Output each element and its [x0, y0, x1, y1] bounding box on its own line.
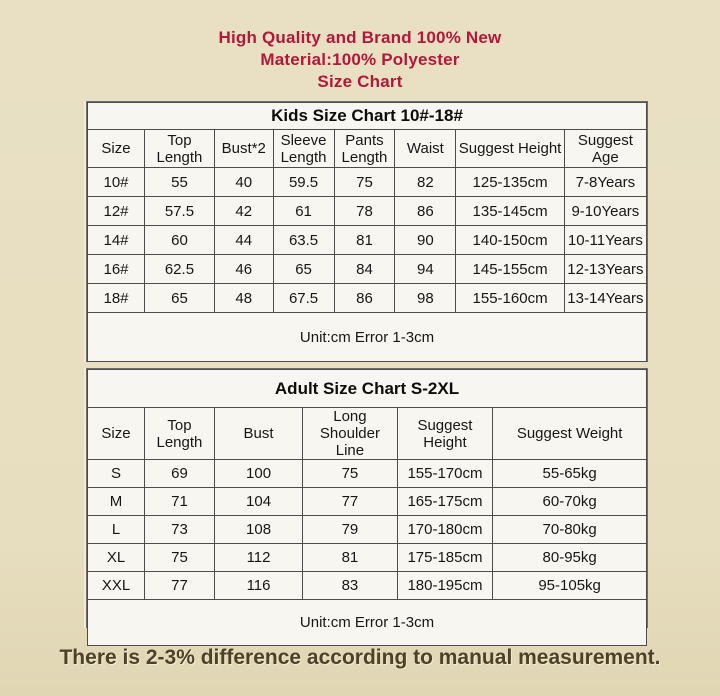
value-cell: 175-185cm	[397, 544, 493, 572]
kids-table-row-10	[88, 168, 647, 197]
value-cell: 60	[145, 226, 215, 255]
size-cell: S	[88, 460, 145, 488]
value-cell: 75	[145, 544, 215, 572]
value-cell: 86	[395, 197, 456, 226]
value-cell: 71	[145, 488, 215, 516]
value-cell: 108	[214, 516, 302, 544]
adult-table-header-row	[88, 408, 647, 460]
value-cell: 94	[395, 255, 456, 284]
col-header-suggest-height: Suggest Height	[397, 408, 493, 460]
value-cell: 57.5	[145, 197, 215, 226]
value-cell: 79	[303, 516, 397, 544]
size-cell: 18#	[88, 284, 145, 313]
kids-table-footer-row	[88, 313, 647, 362]
value-cell: 100	[214, 460, 302, 488]
value-cell: 135-145cm	[456, 197, 564, 226]
adult-unit-note: Unit:cm Error 1-3cm	[88, 600, 647, 646]
value-cell: 83	[303, 572, 397, 600]
adult-size-table	[86, 368, 648, 631]
kids-table-header-row	[88, 130, 647, 168]
value-cell: 55	[145, 168, 215, 197]
kids-table-row-18	[88, 284, 647, 313]
value-cell: 155-170cm	[397, 460, 493, 488]
value-cell: 62.5	[145, 255, 215, 284]
value-cell: 73	[145, 516, 215, 544]
value-cell: 116	[214, 572, 302, 600]
value-cell: 112	[214, 544, 302, 572]
size-cell: XL	[88, 544, 145, 572]
value-cell: 65	[145, 284, 215, 313]
value-cell: 75	[303, 460, 397, 488]
value-cell: 55-65kg	[493, 460, 647, 488]
kids-table-row-14	[88, 226, 647, 255]
value-cell: 40	[214, 168, 273, 197]
value-cell: 10-11Years	[564, 226, 646, 255]
value-cell: 9-10Years	[564, 197, 646, 226]
col-header-top-length: Top Length	[145, 408, 215, 460]
col-header-suggest-weight: Suggest Weight	[493, 408, 647, 460]
value-cell: 81	[303, 544, 397, 572]
value-cell: 44	[214, 226, 273, 255]
col-header-size: Size	[88, 130, 145, 168]
adult-table-footer-row	[88, 600, 647, 646]
kids-size-table	[86, 101, 648, 362]
value-cell: 84	[334, 255, 395, 284]
adult-table-row-l	[88, 516, 647, 544]
value-cell: 180-195cm	[397, 572, 493, 600]
size-cell: 14#	[88, 226, 145, 255]
value-cell: 80-95kg	[493, 544, 647, 572]
value-cell: 42	[214, 197, 273, 226]
col-header-long-shoulder-line: Long Shoulder Line	[303, 408, 397, 460]
size-cell: 12#	[88, 197, 145, 226]
value-cell: 67.5	[273, 284, 334, 313]
value-cell: 155-160cm	[456, 284, 564, 313]
col-header-suggest-height: Suggest Height	[456, 130, 564, 168]
value-cell: 77	[145, 572, 215, 600]
value-cell: 98	[395, 284, 456, 313]
value-cell: 61	[273, 197, 334, 226]
size-cell: XXL	[88, 572, 145, 600]
value-cell: 90	[395, 226, 456, 255]
col-header-suggest-age: Suggest Age	[564, 130, 646, 168]
value-cell: 60-70kg	[493, 488, 647, 516]
adult-table-title-row	[88, 370, 647, 408]
value-cell: 7-8Years	[564, 168, 646, 197]
col-header-top-length: Top Length	[145, 130, 215, 168]
value-cell: 59.5	[273, 168, 334, 197]
value-cell: 145-155cm	[456, 255, 564, 284]
col-header-pants-length: Pants Length	[334, 130, 395, 168]
adult-table-row-xl	[88, 544, 647, 572]
size-cell: 10#	[88, 168, 145, 197]
col-header-sleeve-length: Sleeve Length	[273, 130, 334, 168]
value-cell: 63.5	[273, 226, 334, 255]
value-cell: 48	[214, 284, 273, 313]
promo-line-quality: High Quality and Brand 100% New	[218, 28, 502, 47]
adult-table-title: Adult Size Chart S-2XL	[88, 370, 647, 408]
kids-table-row-12	[88, 197, 647, 226]
value-cell: 165-175cm	[397, 488, 493, 516]
value-cell: 70-80kg	[493, 516, 647, 544]
value-cell: 125-135cm	[456, 168, 564, 197]
value-cell: 86	[334, 284, 395, 313]
value-cell: 65	[273, 255, 334, 284]
kids-table-row-16	[88, 255, 647, 284]
value-cell: 82	[395, 168, 456, 197]
kids-unit-note: Unit:cm Error 1-3cm	[88, 313, 647, 362]
value-cell: 13-14Years	[564, 284, 646, 313]
promo-line-material: Material:100% Polyester	[260, 50, 460, 69]
adult-table-row-m	[88, 488, 647, 516]
col-header-size: Size	[88, 408, 145, 460]
value-cell: 78	[334, 197, 395, 226]
measurement-disclaimer: There is 2-3% difference according to manual measurement.	[59, 646, 661, 669]
value-cell: 140-150cm	[456, 226, 564, 255]
kids-table-title-row	[88, 103, 647, 130]
value-cell: 170-180cm	[397, 516, 493, 544]
size-cell: 16#	[88, 255, 145, 284]
value-cell: 104	[214, 488, 302, 516]
value-cell: 46	[214, 255, 273, 284]
col-header-bust: Bust	[214, 408, 302, 460]
value-cell: 75	[334, 168, 395, 197]
size-cell: L	[88, 516, 145, 544]
promo-header	[0, 27, 720, 93]
value-cell: 77	[303, 488, 397, 516]
promo-line-size-chart: Size Chart	[317, 72, 403, 91]
adult-table-row-s	[88, 460, 647, 488]
value-cell: 81	[334, 226, 395, 255]
col-header-bust2: Bust*2	[214, 130, 273, 168]
value-cell: 12-13Years	[564, 255, 646, 284]
kids-table-title: Kids Size Chart 10#-18#	[88, 103, 647, 130]
adult-table-row-xxl	[88, 572, 647, 600]
value-cell: 69	[145, 460, 215, 488]
size-cell: M	[88, 488, 145, 516]
col-header-waist: Waist	[395, 130, 456, 168]
value-cell: 95-105kg	[493, 572, 647, 600]
